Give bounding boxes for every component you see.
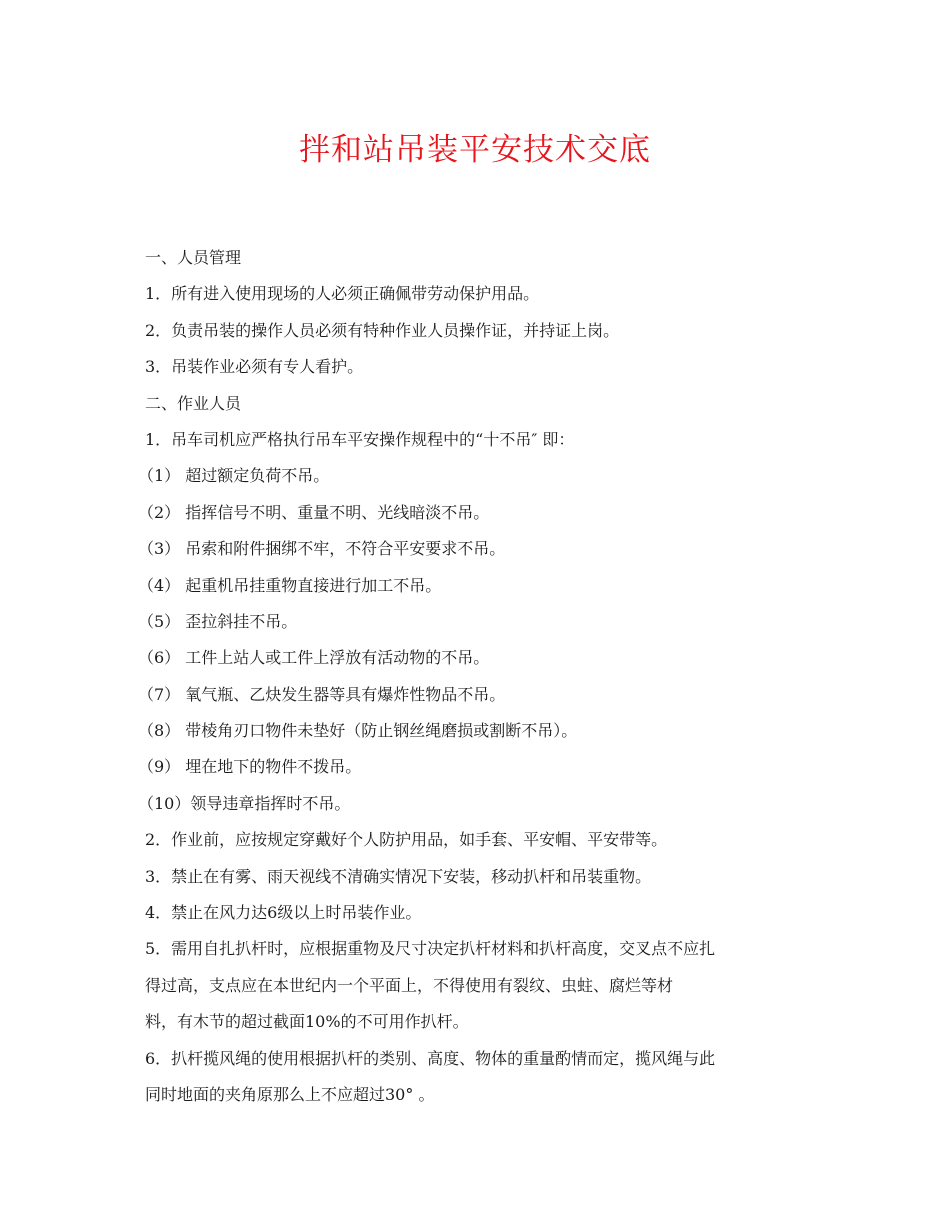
list-item: （5） 歪拉斜挂不吊。 [138, 611, 298, 631]
document-body [138, 240, 813, 1113]
paragraph: 3．禁止在有雾、雨天视线不清确实情况下安装，移动扒杆和吊装重物。 [145, 866, 652, 886]
list-item: （7） 氧气瓶、乙炔发生器等具有爆炸性物品不吊。 [138, 684, 506, 704]
paragraph: 3．吊装作业必须有专人看护。 [145, 357, 364, 377]
paragraph: 5．需用自扎扒杆时，应根据重物及尺寸决定扒杆材料和扒杆高度，交叉点不应扎 [145, 939, 716, 959]
paragraph: 4．禁止在风力达6级以上时吊装作业。 [145, 903, 422, 923]
list-item: （10）领导违章指挥时不吊。 [138, 793, 351, 813]
list-item: （1） 超过额定负荷不吊。 [138, 466, 330, 486]
section-heading-operators: 二、作业人员 [145, 393, 242, 413]
paragraph: 2．负责吊装的操作人员必须有特种作业人员操作证，并持证上岗。 [145, 320, 620, 340]
paragraph: 1．所有进入使用现场的人必须正确佩带劳动保护用品。 [145, 284, 540, 304]
list-item: （2） 指挥信号不明、重量不明、光线暗淡不吊。 [138, 502, 490, 522]
paragraph: 1．吊车司机应严格执行吊车平安操作规程中的“十不吊″ 即： [145, 429, 575, 449]
list-item: （8） 带棱角刃口物件未垫好（防止钢丝绳磨损或割断不吊）。 [138, 721, 578, 741]
paragraph: 6．扒杆揽风绳的使用根据扒杆的类别、高度、物体的重量酌情而定，揽风绳与此 [145, 1048, 716, 1068]
document-title: 拌和站吊装平安技术交底 [299, 132, 651, 168]
paragraph-continuation: 料，有木节的超过截面10%的不可用作扒杆。 [145, 1012, 469, 1032]
list-item: （4） 起重机吊挂重物直接进行加工不吊。 [138, 575, 442, 595]
list-item: （9） 埋在地下的物件不拨吊。 [138, 757, 362, 777]
paragraph-continuation: 得过高，支点应在本世纪内一个平面上，不得使用有裂纹、虫蛀、腐烂等材 [145, 975, 674, 995]
paragraph: 2．作业前，应按规定穿戴好个人防护用品，如手套、平安帽、平安带等。 [145, 830, 668, 850]
list-item: （3） 吊索和附件捆绑不牢，不符合平安要求不吊。 [138, 539, 506, 559]
section-heading-personnel-management: 一、人员管理 [145, 248, 242, 267]
paragraph-continuation: 同时地面的夹角原那么上不应超过30° 。 [145, 1084, 435, 1104]
list-item: （6） 工件上站人或工件上浮放有活动物的不吊。 [138, 648, 490, 668]
